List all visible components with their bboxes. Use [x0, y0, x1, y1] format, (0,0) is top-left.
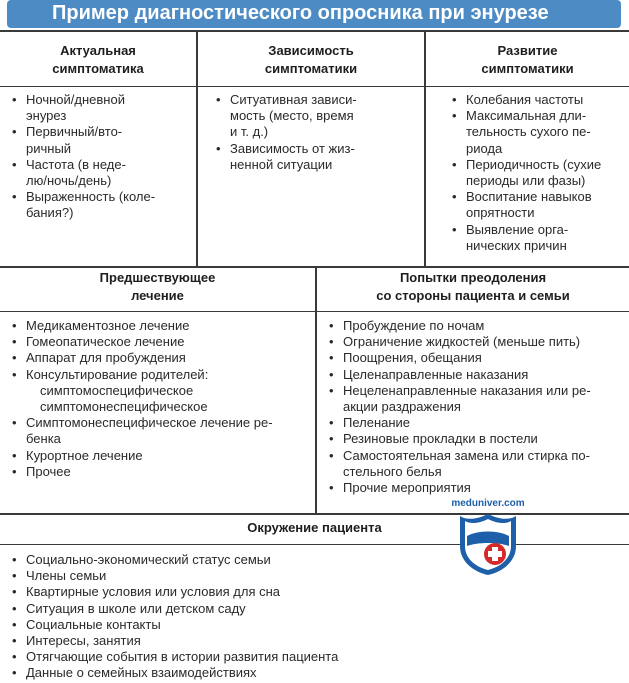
- list-item: • Интересы, занятия: [6, 633, 446, 649]
- list-item: • Воспитание навыков опрятности: [446, 189, 626, 221]
- list-environment: [6, 552, 446, 682]
- list-item: • Социальные контакты: [6, 617, 446, 633]
- list-item: • Ситуативная зависи- мость (место, время и т. д.): [210, 92, 420, 141]
- list-item: • Отягчающие события в истории развития пациента: [6, 649, 446, 665]
- section-header-actual: Актуальная симптоматика: [52, 43, 144, 76]
- list-item: • Консультирование родителей: симптомоспецифическое симптомонеспецифическое: [6, 367, 312, 416]
- list-item: • Первичный/вто- ричный: [6, 124, 192, 156]
- list-item: • Целенаправленные наказания: [323, 367, 626, 383]
- list-item: • Выраженность (коле- бания?): [6, 189, 192, 221]
- list-item: • Пеленание: [323, 415, 626, 431]
- list-item: • Выявление орга- нических причин: [446, 222, 626, 254]
- list-item: • Медикаментозное лечение: [6, 318, 312, 334]
- divider-row3-header: [0, 544, 629, 545]
- list-item: • Курортное лечение: [6, 448, 312, 464]
- list-item: • Члены семьи: [6, 568, 446, 584]
- list-item: • Зависимость от жиз- ненной ситуации: [210, 141, 420, 173]
- list-item: • Колебания частоты: [446, 92, 626, 108]
- list-item: • Симптомонеспецифическое лечение ре- бенка: [6, 415, 312, 447]
- logo-text: meduniver.com: [451, 498, 525, 509]
- section-header-development: Развитие симптоматики: [481, 43, 574, 76]
- section-header-environment: Окружение пациента: [247, 520, 382, 535]
- list-item: • Прочие мероприятия: [323, 480, 626, 496]
- list-item: • Гомеопатическое лечение: [6, 334, 312, 350]
- list-item: • Аппарат для пробуждения: [6, 350, 312, 366]
- list-item: • Прочее: [6, 464, 312, 480]
- list-item: • Ситуация в школе или детском саду: [6, 601, 446, 617]
- title-bar: [7, 0, 621, 28]
- section-header-previous: Предшествующее лечение: [99, 270, 216, 303]
- medical-cross-shield-icon: [458, 512, 518, 576]
- divider-top: [0, 30, 629, 32]
- list-item: • Данные о семейных взаимодействиях: [6, 665, 446, 681]
- list-item: • Квартирные условия или условия для сна: [6, 584, 446, 600]
- divider-row1-header: [0, 86, 629, 87]
- list-item: • Максимальная дли- тельность сухого пе- риода: [446, 108, 626, 157]
- list-development: [446, 92, 626, 254]
- list-item: • Социально-экономический статус семьи: [6, 552, 446, 568]
- list-item: • Ограничение жидкостей (меньше пить): [323, 334, 626, 350]
- list-dependence: [210, 92, 420, 173]
- list-actual: [6, 92, 192, 222]
- page-title: Пример диагностического опросника при энурезе: [52, 2, 549, 24]
- list-item: • Самостоятельная замена или стирка по- стельного белья: [323, 448, 626, 480]
- list-item: • Поощрения, обещания: [323, 350, 626, 366]
- list-item: • Периодичность (сухие периоды или фазы): [446, 157, 626, 189]
- meduniver-logo: [443, 498, 533, 578]
- list-item: • Нецеленаправленные наказания или ре- акции раздражения: [323, 383, 626, 415]
- list-item: • Ночной/дневной энурез: [6, 92, 192, 124]
- section-header-dependence: Зависимость симптоматики: [264, 43, 358, 76]
- list-previous: [6, 318, 312, 480]
- list-attempts: [323, 318, 626, 496]
- list-item: • Резиновые прокладки в постели: [323, 431, 626, 447]
- list-item: • Частота (в неде- лю/ночь/день): [6, 157, 192, 189]
- list-item: • Пробуждение по ночам: [323, 318, 626, 334]
- section-header-attempts: Попытки преодоления со стороны пациента и семьи: [376, 270, 570, 303]
